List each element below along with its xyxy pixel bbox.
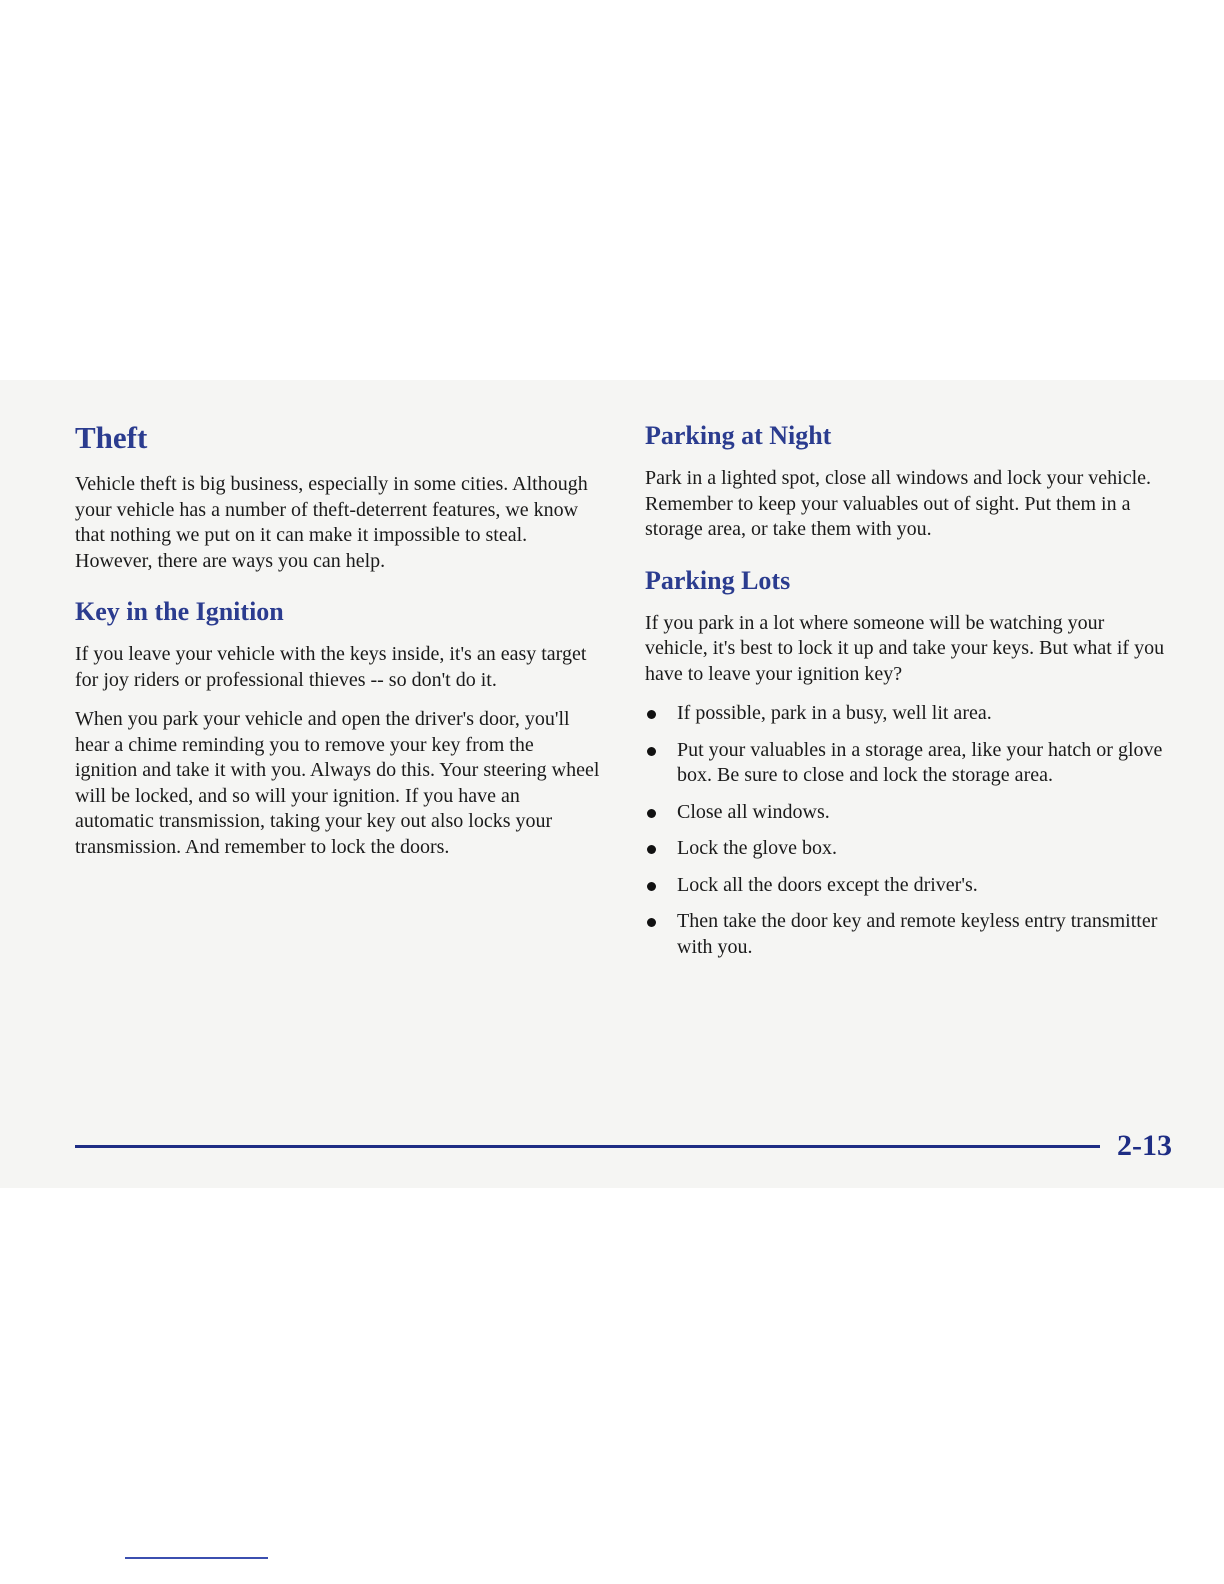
spacer (75, 588, 600, 596)
page-number: 2-13 (1117, 1129, 1172, 1162)
parking-lots-heading: Parking Lots (645, 565, 791, 595)
list-item (645, 909, 1170, 960)
list-item-text: Lock the glove box. (677, 837, 837, 859)
bullet-icon (647, 918, 656, 927)
bullet-icon (647, 809, 656, 818)
list-item (645, 836, 1170, 862)
list-item-text: Then take the door key and remote keyless entry transmitter with you. (677, 910, 1158, 958)
list-item (645, 800, 1170, 826)
parking-at-night-heading: Parking at Night (645, 421, 832, 450)
footer-rule (75, 1145, 1100, 1148)
bullet-icon (647, 747, 656, 756)
right-column (645, 420, 1170, 971)
list-item-text: Put your valuables in a storage area, like your hatch or glove box. Be sure to close and lock the storage area. (677, 738, 1163, 786)
list-item-text: If possible, park in a busy, well lit area. (677, 702, 992, 724)
list-item (645, 738, 1170, 789)
bullet-icon (647, 845, 656, 854)
key-in-ignition-heading: Key in the Ignition (75, 597, 284, 626)
list-item-text: Close all windows. (677, 800, 830, 823)
theft-body: Vehicle theft is big business, especially in some cities. Although your vehicle has a number of theft-deterrent features, we know that nothing we put on it can make it impossible to steal. However, there are ways you can help. (75, 473, 588, 572)
list-item (645, 701, 1170, 727)
bullet-icon (647, 882, 656, 891)
parking-at-night-body: Park in a lighted spot, close all windows and lock your vehicle. Remember to keep your valuables out of sight. Put them in a storage area, or take them with you. (645, 467, 1152, 540)
theft-heading: Theft (75, 420, 148, 455)
list-item-text: Lock all the doors except the driver's. (677, 873, 978, 896)
bullet-icon (647, 710, 656, 719)
key-in-ignition-paragraph-1: If you leave your vehicle with the keys inside, it's an easy target for joy riders or professional thieves -- so don't do it. (75, 643, 587, 691)
parking-lots-body: If you park in a lot where someone will be watching your vehicle, it's best to lock it up and take your keys. But what if you have to leave your ignition key? (645, 611, 1165, 685)
left-column (75, 420, 600, 874)
bottom-link-mark (125, 1557, 268, 1559)
parking-lots-bullet-list (645, 701, 1170, 960)
key-in-ignition-paragraph-2: When you park your vehicle and open the driver's door, you'll hear a chime reminding you to remove your key from the ignition and take it with you. Always do this. Your steering wheel will be locked, and so will your ignition. If you have an automatic transmission, taking your key out also locks your transmission. And remember to lock the doors. (75, 708, 600, 858)
spacer (645, 557, 1170, 565)
list-item (645, 873, 1170, 899)
